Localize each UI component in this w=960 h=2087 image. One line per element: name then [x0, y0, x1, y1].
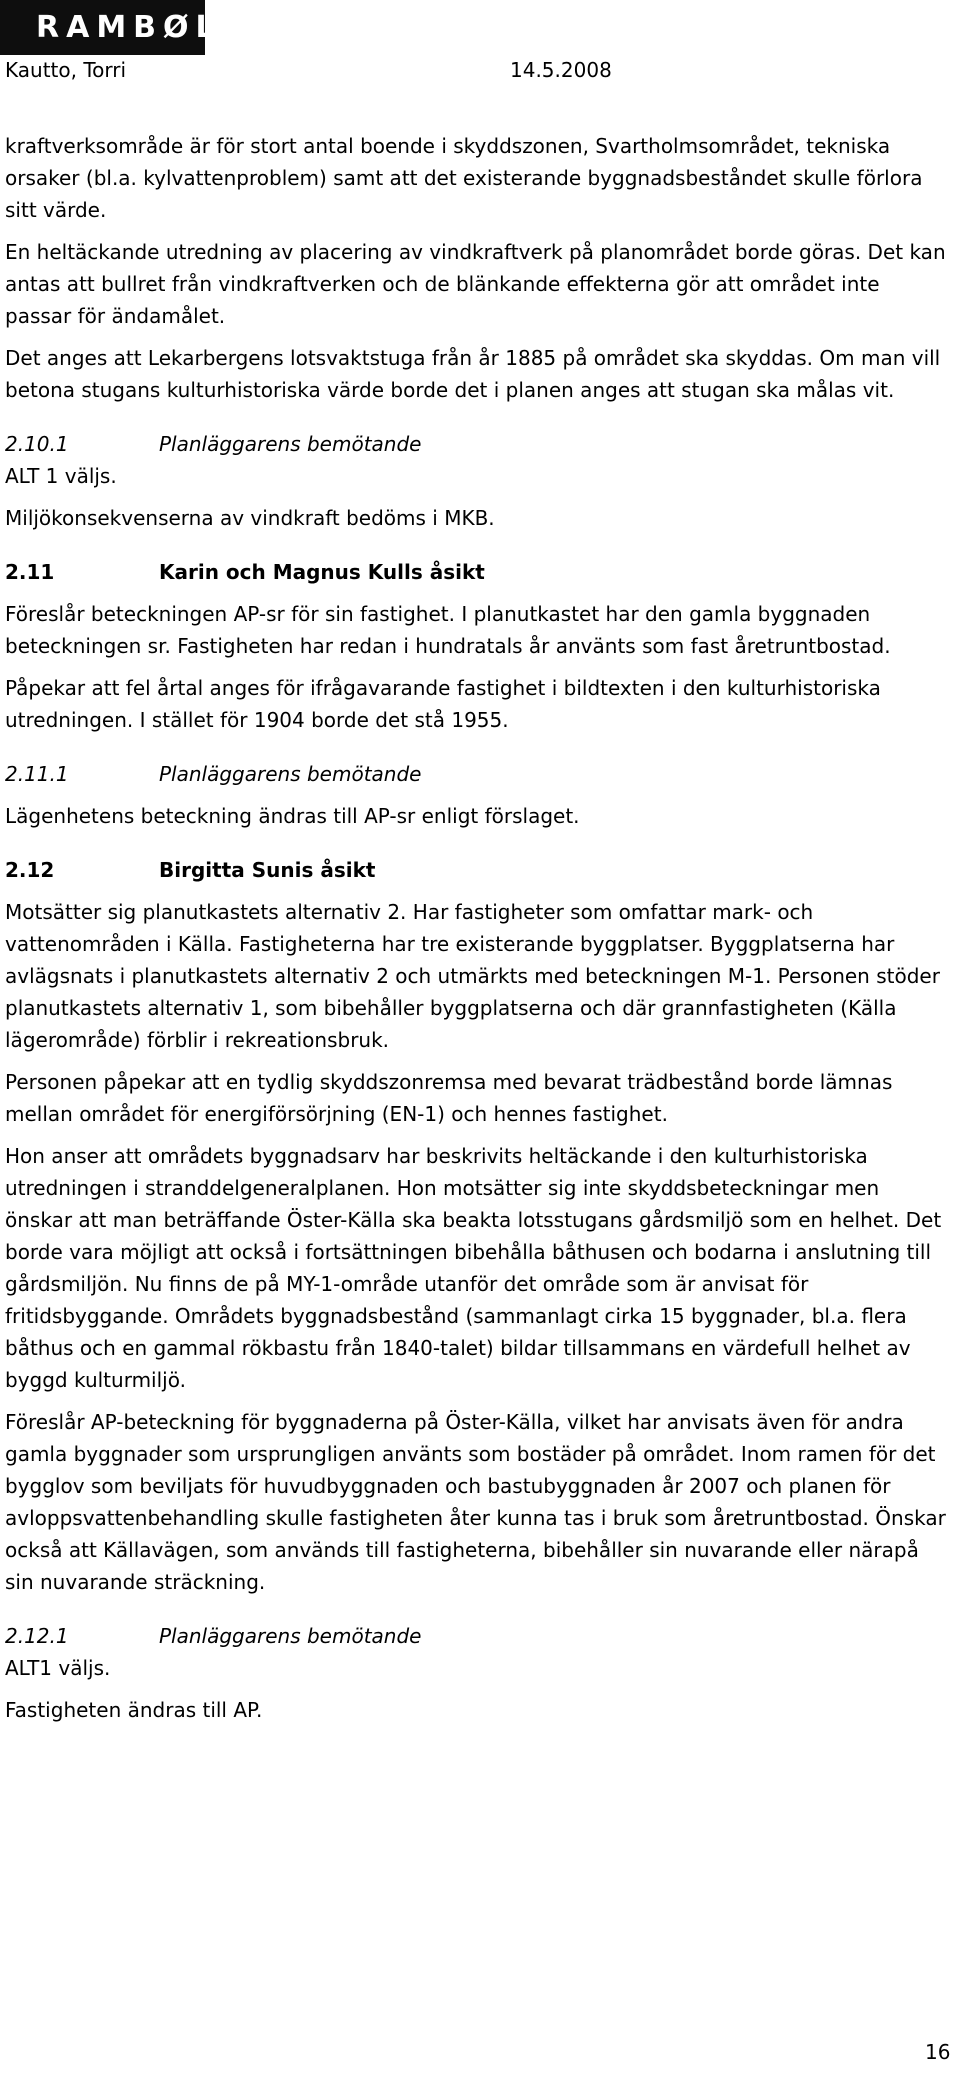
paragraph: En heltäckande utredning av placering av vindkraftverk på planområdet borde göras. Det kan antas att bullret från vindkraftverken och de blänkande effekterna gör att området inte passar för ändamålet. [5, 240, 946, 328]
rambol-logo [0, 0, 248, 55]
paragraph: Påpekar att fel årtal anges för ifrågavarande fastighet i bildtexten i den kulturhistoriska utredningen. I stället för 1904 borde det stå 1955. [5, 676, 881, 732]
section-heading-2-10-1 [5, 428, 950, 460]
paragraph: Fastigheten ändras till AP. [5, 1698, 263, 1722]
paragraph: Föreslår beteckningen AP-sr för sin fastighet. I planutkastet har den gamla byggnaden beteckningen sr. Fastigheten har redan i hundratals år använts som fast åretruntbostad. [5, 602, 891, 658]
section-title: Planläggarens bemötande [159, 1624, 422, 1648]
paragraph: Hon anser att områdets byggnadsarv har beskrivits heltäckande i den kulturhistoriska utredningen i stranddelgeneralplanen. Hon motsätter sig inte skyddsbeteckningar men önskar att man beträffande Öster-Källa ska beakta lotsstugans gårdsmiljö som en helhet. Det borde vara möjligt att också i fortsättningen bibehålla båthusen och bodarna i anslutning till gårdsmiljön. Nu finns de på MY-1-område utanför det område som är anvisat för fritidsbyggande. Områdets byggnadsbestånd (sammanlagt cirka 15 byggnader, bl.a. flera båthus och en gammal rökbastu från 1840-talet) bildar tillsammans en värdefull helhet av byggd kulturmiljö. [5, 1144, 942, 1392]
paragraph: Det anges att Lekarbergens lotsvaktstuga från år 1885 på området ska skyddas. Om man vill betona stugans kulturhistoriska värde borde det i planen anges att stugan ska målas vit. [5, 346, 941, 402]
section-heading-2-11 [5, 556, 950, 588]
section-number: 2.11 [5, 560, 55, 584]
section-title: Karin och Magnus Kulls åsikt [159, 560, 485, 584]
header-date: 14.5.2008 [510, 58, 612, 82]
section-title: Planläggarens bemötande [159, 432, 422, 456]
section-heading-2-12 [5, 854, 950, 886]
page-number: 16 [925, 2040, 951, 2064]
paragraph: Föreslår AP-beteckning för byggnaderna på Öster-Källa, vilket har anvisats även för andra gamla byggnader som ursprungligen använts som bostäder på området. Inom ramen för det bygglov som beviljats för huvudbyggnaden och bastubyggnaden år 2007 och planen för avloppsvattenbehandling skulle fastigheten åter kunna tas i bruk som åretruntbostad. Önskar också att Källavägen, som används till fastigheterna, bibehåller sin nuvarande eller närapå sin nuvarande sträckning. [5, 1410, 946, 1594]
section-heading-2-12-1 [5, 1620, 950, 1652]
paragraph: kraftverksområde är för stort antal boende i skyddszonen, Svartholmsområdet, tekniska orsaker (bl.a. kylvattenproblem) samt att det existerande byggnadsbeståndet skulle förlora sitt värde. [5, 134, 923, 222]
section-number: 2.11.1 [5, 762, 69, 786]
section-number: 2.12 [5, 858, 55, 882]
header-author: Kautto, Torri [5, 58, 127, 82]
document-body [5, 130, 950, 1726]
paragraph: Personen påpekar att en tydlig skyddszonremsa med bevarat trädbestånd borde lämnas mellan området för energiförsörjning (EN-1) och hennes fastighet. [5, 1070, 893, 1126]
paragraph: Miljökonsekvenserna av vindkraft bedöms i MKB. [5, 506, 495, 530]
paragraph: Motsätter sig planutkastets alternativ 2. Har fastigheter som omfattar mark- och vattenområden i Källa. Fastigheterna har tre existerande byggplatser. Byggplatserna har avlägsnats i planutkastets alternativ 2 och utmärkts med beteckningen M-1. Personen stöder planutkastets alternativ 1, som bibehåller byggplatserna och där grannfastigheten (Källa lägerområde) förblir i rekreationsbruk. [5, 900, 940, 1052]
paragraph: Lägenhetens beteckning ändras till AP-sr enligt förslaget. [5, 804, 580, 828]
section-number: 2.10.1 [5, 432, 69, 456]
section-number: 2.12.1 [5, 1624, 69, 1648]
section-title: Birgitta Sunis åsikt [159, 858, 376, 882]
paragraph: ALT 1 väljs. [5, 464, 117, 488]
logo-text: RAMBØLL [36, 10, 248, 45]
section-title: Planläggarens bemötande [159, 762, 422, 786]
paragraph: ALT1 väljs. [5, 1656, 111, 1680]
section-heading-2-11-1 [5, 758, 950, 790]
